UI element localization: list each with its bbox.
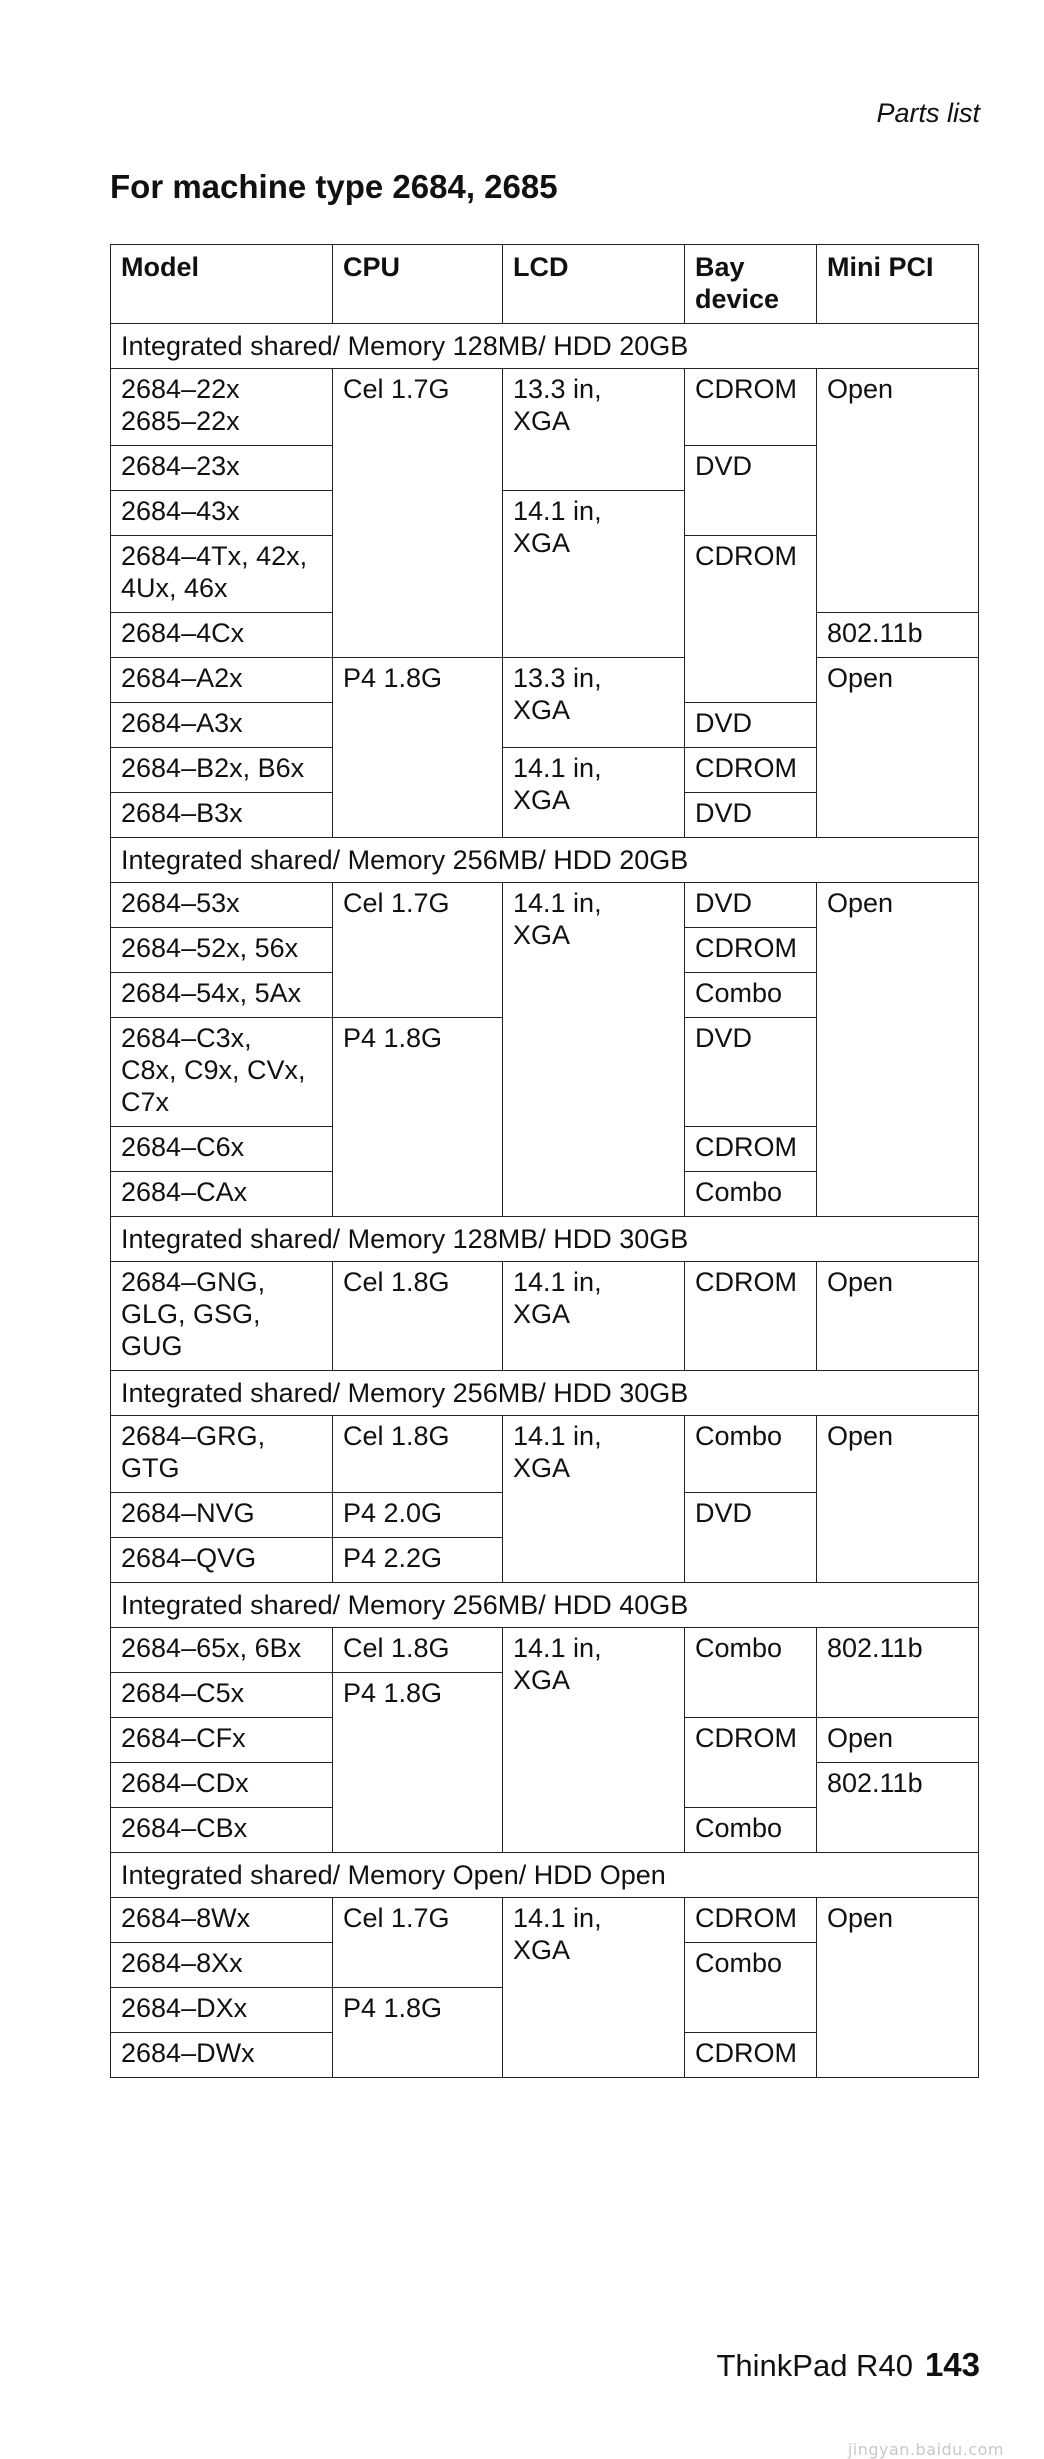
watermark-text: jingyan.baidu.com: [847, 2440, 1004, 2459]
cell-bay-device: CDROM: [685, 369, 817, 446]
group-title: Integrated shared/ Memory 256MB/ HDD 30GB: [111, 1371, 979, 1416]
cell-mini-pci: Open: [817, 1262, 979, 1371]
group-title: Integrated shared/ Memory 256MB/ HDD 20GB: [111, 838, 979, 883]
cell-model: 2684–4Cx: [111, 613, 333, 658]
cell-lcd: 14.1 in, XGA: [503, 1262, 685, 1371]
cell-mini-pci: 802.11b: [817, 1763, 979, 1853]
column-header-cpu: CPU: [333, 245, 503, 324]
cell-lcd: 14.1 in, XGA: [503, 1628, 685, 1853]
cell-mini-pci: Open: [817, 1416, 979, 1583]
cell-bay-device: CDROM: [685, 1718, 817, 1808]
cell-cpu: P4 1.8G: [333, 658, 503, 838]
cell-cpu: P4 2.0G: [333, 1493, 503, 1538]
cell-bay-device: DVD: [685, 883, 817, 928]
cell-model: 2684–CAx: [111, 1172, 333, 1217]
cell-bay-device: Combo: [685, 1808, 817, 1853]
cell-model: 2684–22x 2685–22x: [111, 369, 333, 446]
table-row: [111, 1262, 979, 1371]
cell-cpu: P4 1.8G: [333, 1988, 503, 2078]
cell-lcd: 14.1 in, XGA: [503, 1898, 685, 2078]
table-row: [111, 883, 979, 928]
cell-model: 2684–8Wx: [111, 1898, 333, 1943]
cell-model: 2684–4Tx, 42x, 4Ux, 46x: [111, 536, 333, 613]
cell-model: 2684–54x, 5Ax: [111, 973, 333, 1018]
running-header: Parts list: [876, 98, 980, 128]
column-header-mini-pci: Mini PCI: [817, 245, 979, 324]
column-header-model: Model: [111, 245, 333, 324]
cell-model: 2684–GRG, GTG: [111, 1416, 333, 1493]
table-row: [111, 1416, 979, 1493]
page-number: 143: [924, 2346, 980, 2383]
column-header-lcd: LCD: [503, 245, 685, 324]
cell-model: 2684–52x, 56x: [111, 928, 333, 973]
cell-model: 2684–A2x: [111, 658, 333, 703]
cell-model: 2684–CDx: [111, 1763, 333, 1808]
cell-bay-device: DVD: [685, 1493, 817, 1583]
cell-model: 2684–A3x: [111, 703, 333, 748]
cell-lcd: 13.3 in, XGA: [503, 369, 685, 491]
cell-cpu: P4 1.8G: [333, 1673, 503, 1853]
cell-cpu: Cel 1.8G: [333, 1628, 503, 1673]
cell-model: 2684–53x: [111, 883, 333, 928]
cell-lcd: 14.1 in, XGA: [503, 491, 685, 658]
cell-model: 2684–CFx: [111, 1718, 333, 1763]
group-header-row: [111, 1853, 979, 1898]
group-header-row: [111, 838, 979, 883]
table-header-row: [111, 245, 979, 324]
cell-model: 2684–65x, 6Bx: [111, 1628, 333, 1673]
cell-bay-device: CDROM: [685, 2033, 817, 2078]
group-title: Integrated shared/ Memory 128MB/ HDD 30GB: [111, 1217, 979, 1262]
cell-model: 2684–QVG: [111, 1538, 333, 1583]
cell-bay-device: Combo: [685, 1172, 817, 1217]
table-row: [111, 1898, 979, 1943]
cell-model: 2684–NVG: [111, 1493, 333, 1538]
cell-mini-pci: Open: [817, 883, 979, 1217]
cell-cpu: P4 2.2G: [333, 1538, 503, 1583]
cell-bay-device: Combo: [685, 973, 817, 1018]
column-header-bay-device: Bay device: [685, 245, 817, 324]
cell-mini-pci: Open: [817, 658, 979, 838]
cell-bay-device: DVD: [685, 793, 817, 838]
cell-bay-device: Combo: [685, 1943, 817, 2033]
cell-lcd: 14.1 in, XGA: [503, 883, 685, 1217]
cell-lcd: 14.1 in, XGA: [503, 1416, 685, 1583]
cell-mini-pci: 802.11b: [817, 1628, 979, 1718]
cell-bay-device: DVD: [685, 703, 817, 748]
cell-cpu: Cel 1.7G: [333, 883, 503, 1018]
cell-model: 2684–DXx: [111, 1988, 333, 2033]
cell-cpu: Cel 1.7G: [333, 369, 503, 658]
group-header-row: [111, 1371, 979, 1416]
cell-cpu: Cel 1.8G: [333, 1416, 503, 1493]
group-title: Integrated shared/ Memory 128MB/ HDD 20GB: [111, 324, 979, 369]
cell-model: 2684–8Xx: [111, 1943, 333, 1988]
section-title: For machine type 2684, 2685: [110, 168, 558, 205]
cell-model: 2684–23x: [111, 446, 333, 491]
cell-model: 2684–C5x: [111, 1673, 333, 1718]
cell-model: 2684–DWx: [111, 2033, 333, 2078]
cell-model: 2684–B2x, B6x: [111, 748, 333, 793]
cell-cpu: P4 1.8G: [333, 1018, 503, 1217]
table-row: [111, 658, 979, 703]
group-header-row: [111, 324, 979, 369]
cell-lcd: 14.1 in, XGA: [503, 748, 685, 838]
cell-bay-device: Combo: [685, 1628, 817, 1718]
group-header-row: [111, 1583, 979, 1628]
group-title: Integrated shared/ Memory 256MB/ HDD 40GB: [111, 1583, 979, 1628]
cell-model: 2684–C3x, C8x, C9x, CVx, C7x: [111, 1018, 333, 1127]
group-title: Integrated shared/ Memory Open/ HDD Open: [111, 1853, 979, 1898]
cell-mini-pci: 802.11b: [817, 613, 979, 658]
cell-bay-device: CDROM: [685, 928, 817, 973]
table-row: [111, 369, 979, 446]
footer-product-name: ThinkPad R40: [716, 2348, 913, 2383]
cell-bay-device: CDROM: [685, 1127, 817, 1172]
cell-model: 2684–C6x: [111, 1127, 333, 1172]
cell-model: 2684–GNG, GLG, GSG, GUG: [111, 1262, 333, 1371]
cell-model: 2684–B3x: [111, 793, 333, 838]
page-footer: [716, 2346, 980, 2384]
cell-bay-device: Combo: [685, 1416, 817, 1493]
cell-bay-device: CDROM: [685, 1898, 817, 1943]
cell-mini-pci: Open: [817, 1898, 979, 2078]
cell-bay-device: CDROM: [685, 748, 817, 793]
cell-bay-device: CDROM: [685, 1262, 817, 1371]
cell-mini-pci: Open: [817, 1718, 979, 1763]
cell-bay-device: DVD: [685, 446, 817, 536]
cell-cpu: Cel 1.7G: [333, 1898, 503, 1988]
parts-table: [110, 244, 979, 2078]
group-header-row: [111, 1217, 979, 1262]
cell-model: 2684–CBx: [111, 1808, 333, 1853]
cell-cpu: Cel 1.8G: [333, 1262, 503, 1371]
cell-lcd: 13.3 in, XGA: [503, 658, 685, 748]
cell-model: 2684–43x: [111, 491, 333, 536]
cell-mini-pci: Open: [817, 369, 979, 613]
cell-bay-device: DVD: [685, 1018, 817, 1127]
table-row: [111, 1628, 979, 1673]
cell-bay-device: CDROM: [685, 536, 817, 703]
